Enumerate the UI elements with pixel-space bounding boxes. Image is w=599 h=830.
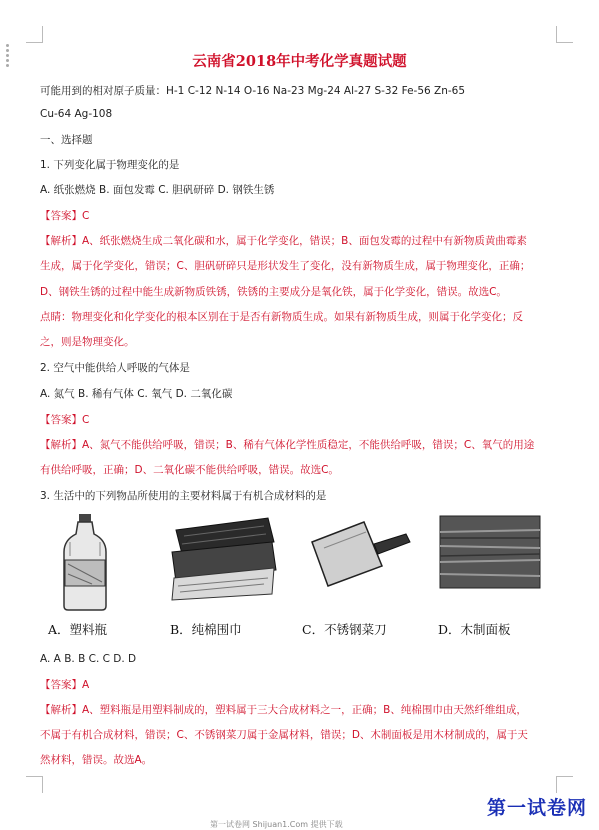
- cotton-scarf-image: [168, 512, 278, 602]
- q1-stem: 1. 下列变化属于物理变化的是: [40, 159, 180, 171]
- q2-answer: 【答案】C: [40, 414, 90, 426]
- plastic-bottle-image: [62, 512, 108, 612]
- q2-analysis-line-1: 【解析】A、氮气不能供给呼吸，错误；B、稀有气体化学性质稳定，不能供给呼吸，错误；C、氧气的用途: [40, 439, 535, 451]
- atomic-masses-line-2: Cu-64 Ag-108: [40, 108, 113, 120]
- crop-mark-bottom-left: [26, 776, 43, 793]
- wooden-board-image: [438, 512, 544, 592]
- caption-b: B．纯棉围巾: [170, 622, 242, 637]
- caption-d: D．木制面板: [438, 622, 511, 637]
- kitchen-knife-image: [302, 512, 412, 592]
- q1-analysis-line-1: 【解析】A、纸张燃烧生成二氧化碳和水，属于化学变化，错误；B、面包发霉的过程中有新物质黄曲霉素: [40, 235, 527, 247]
- caption-c: C．不锈钢菜刀: [302, 622, 387, 637]
- q3-figures: [40, 512, 560, 642]
- page-title: 云南省2018年中考化学真题试题: [192, 53, 407, 70]
- atomic-masses-line-1: 可能用到的相对原子质量：H-1 C-12 N-14 O-16 Na-23 Mg-24 Al-27 S-32 Fe-56 Zn-65: [40, 85, 466, 97]
- q1-answer: 【答案】C: [40, 210, 90, 222]
- q3-answer: 【答案】A: [40, 679, 90, 691]
- footer-text: 第一试卷网 Shijuan1.Com 提供下载: [210, 820, 343, 829]
- footer-brand[interactable]: 第一试卷网: [486, 797, 587, 819]
- q1-analysis-line-3: D、钢铁生锈的过程中能生成新物质铁锈，铁锈的主要成分是氧化铁，属于化学变化，错误。故选C。: [40, 286, 507, 298]
- q3-analysis-line-2: 不属于有机合成材料，错误；C、不锈钢菜刀属于金属材料，错误；D、木制面板是用木材制成的，属于天: [40, 729, 528, 741]
- q2-options: A. 氮气 B. 稀有气体 C. 氧气 D. 二氧化碳: [40, 388, 233, 400]
- q1-point-line-1: 点睛：物理变化和化学变化的根本区别在于是否有新物质生成。如果有新物质生成，则属于化学变化；反: [40, 311, 523, 323]
- q3-stem: 3. 生活中的下列物品所使用的主要材料属于有机合成材料的是: [40, 490, 327, 502]
- q3-analysis-line-1: 【解析】A、塑料瓶是用塑料制成的，塑料属于三大合成材料之一，正确；B、纯棉围巾由天然纤维组成，: [40, 704, 527, 716]
- q1-point-line-2: 之，则是物理变化。: [40, 336, 135, 348]
- q2-analysis-line-2: 有供给呼吸，正确；D、二氧化碳不能供给呼吸，错误。故选C。: [40, 464, 339, 476]
- q3-analysis-line-3: 然材料，错误。故选A。: [40, 754, 153, 766]
- q1-options: A. 纸张燃烧 B. 面包发霉 C. 胆矾研碎 D. 钢铁生锈: [40, 184, 275, 196]
- q3-options: A. A B. B C. C D. D: [40, 653, 137, 665]
- crop-mark-top-left: [26, 26, 43, 43]
- crop-mark-bottom-right: [556, 776, 573, 793]
- crop-mark-top-right: [556, 26, 573, 43]
- section-heading: 一、选择题: [40, 134, 93, 146]
- q1-analysis-line-2: 生成，属于化学变化，错误；C、胆矾研碎只是形状发生了变化，没有新物质生成，属于物理变化，正确；: [40, 260, 531, 272]
- q2-stem: 2. 空气中能供给人呼吸的气体是: [40, 362, 190, 374]
- caption-a: A．塑料瓶: [48, 622, 108, 637]
